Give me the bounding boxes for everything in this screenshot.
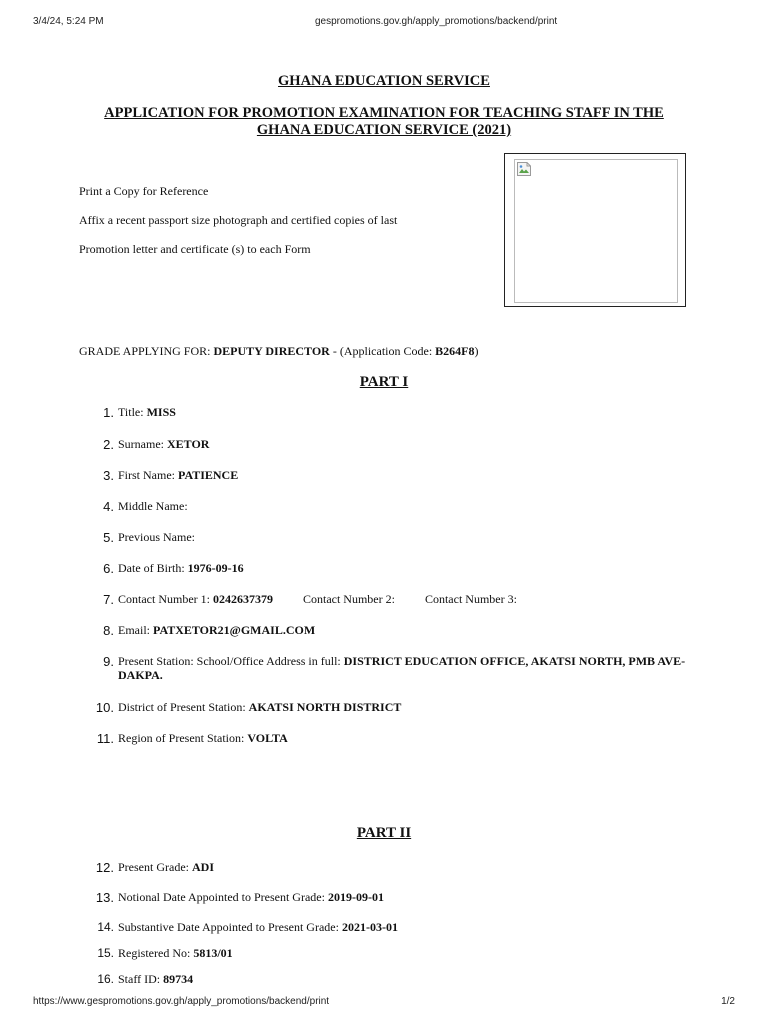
application-code-prefix: - (Application Code: <box>332 344 433 358</box>
field-value: 5813/01 <box>193 946 233 960</box>
item-number: 7. <box>103 592 114 607</box>
field-value: 0242637379 <box>212 592 273 606</box>
field-label: Present Station: School/Office Address in full: <box>118 654 341 668</box>
passport-photo <box>514 159 678 303</box>
item-number: 1. <box>103 405 114 420</box>
field-label: Registered No: <box>118 946 191 960</box>
field-label: Surname: <box>118 437 164 451</box>
field-label: Date of Birth: <box>118 561 185 575</box>
item-number: 10. <box>95 700 114 715</box>
item-number: 8. <box>103 623 114 638</box>
field-label: Notional Date Appointed to Present Grade: <box>118 890 325 904</box>
instruction-line-2: Affix a recent passport size photograph and certified copies of last <box>79 213 398 227</box>
field-value: XETOR <box>167 437 210 451</box>
item-number: 5. <box>103 530 114 545</box>
field-label: Title: <box>118 405 144 419</box>
broken-image-icon <box>516 161 532 177</box>
print-datetime: 3/4/24, 5:24 PM <box>33 16 104 27</box>
item-number: 15. <box>97 946 114 960</box>
field-value: AKATSI NORTH DISTRICT <box>248 700 402 714</box>
page-number: 1/2 <box>721 996 735 1007</box>
print-url: gespromotions.gov.gh/apply_promotions/backend/print <box>315 16 558 27</box>
instruction-line-1: Print a Copy for Reference <box>79 184 209 198</box>
field-value: 89734 <box>163 972 194 986</box>
item-number: 4. <box>103 499 114 514</box>
grade-value: DEPUTY DIRECTOR <box>213 344 330 358</box>
grade-applying-line <box>79 344 479 359</box>
part-1-title: PART I <box>359 374 409 390</box>
application-code: B264F8 <box>435 344 475 358</box>
item-number: 13. <box>95 890 114 905</box>
field-value: DISTRICT EDUCATION OFFICE, AKATSI NORTH, PMB AVE- DAKPA. <box>118 654 686 682</box>
field-label: Email: <box>118 623 150 637</box>
field-value: PATIENCE <box>178 468 239 482</box>
footer-url: https://www.gespromotions.gov.gh/apply_promotions/backend/print <box>33 996 330 1007</box>
item-number: 14. <box>97 920 114 934</box>
grade-label: GRADE APPLYING FOR: <box>79 344 211 358</box>
item-number: 11. <box>96 731 114 746</box>
field-value: ADI <box>191 860 214 874</box>
field-value: VOLTA <box>247 731 288 745</box>
item-number: 3. <box>103 468 114 483</box>
field-label: Staff ID: <box>118 972 161 986</box>
field-label: Previous Name: <box>118 530 195 544</box>
field-value: 2019-09-01 <box>327 890 384 904</box>
field-value: 1976-09-16 <box>187 561 244 575</box>
field-label: District of Present Station: <box>118 700 246 714</box>
field-label: Contact Number 2: <box>302 592 395 606</box>
item-number: 9. <box>103 654 114 669</box>
field-label: Contact Number 3: <box>424 592 517 606</box>
field-label: Region of Present Station: <box>118 731 245 745</box>
item-number: 16. <box>97 972 114 986</box>
item-number: 2. <box>103 437 114 452</box>
field-value: MISS <box>146 405 176 419</box>
application-code-suffix: ) <box>474 344 479 358</box>
field-label: Contact Number 1: <box>118 592 210 606</box>
field-label: Present Grade: <box>118 860 189 874</box>
passport-photo-frame <box>504 153 686 307</box>
field-value: 2021-03-01 <box>341 920 398 934</box>
item-number: 12. <box>95 860 114 875</box>
part-2-title: PART II <box>356 825 412 841</box>
field-label: First Name: <box>118 468 175 482</box>
item-number: 6. <box>103 561 114 576</box>
document-title: GHANA EDUCATION SERVICE <box>278 73 490 89</box>
field-label: Middle Name: <box>118 499 188 513</box>
field-value: PATXETOR21@GMAIL.COM <box>153 623 316 637</box>
document-subtitle: APPLICATION FOR PROMOTION EXAMINATION FOR TEACHING STAFF IN THE GHANA EDUCATION SERVICE (2021) <box>104 105 664 138</box>
field-label: Substantive Date Appointed to Present Grade: <box>118 920 339 934</box>
instruction-line-3: Promotion letter and certificate (s) to each Form <box>79 242 311 256</box>
